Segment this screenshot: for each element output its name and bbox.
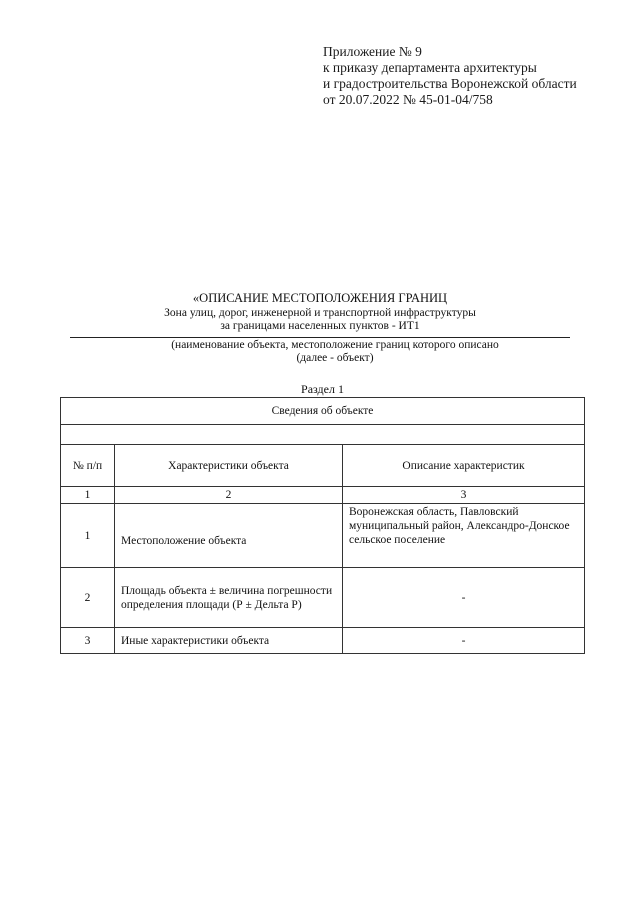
table-row [61, 504, 585, 568]
row-name: Местоположение объекта [115, 504, 343, 568]
document-title [70, 292, 570, 333]
table-empty-row [61, 425, 585, 445]
title-underline [70, 337, 570, 338]
row-num: 2 [61, 568, 115, 628]
table-index-row [61, 487, 585, 504]
table-header-row [61, 445, 585, 487]
index-cell: 3 [343, 487, 585, 504]
title-note-line: (наименование объекта, местоположение границ которого описано [171, 339, 499, 351]
header-characteristics: Характеристики объекта [115, 445, 343, 487]
index-cell: 2 [115, 487, 343, 504]
appendix-line: и градостроительства Воронежской области [323, 76, 577, 91]
appendix-line: к приказу департамента архитектуры [323, 60, 537, 75]
title-note-line: (далее - объект) [296, 352, 374, 364]
table-row [61, 568, 585, 628]
appendix-line: Приложение № 9 [323, 44, 422, 59]
empty-cell [61, 425, 585, 445]
table-title-row [61, 398, 585, 425]
title-note [70, 339, 600, 365]
header-num: № п/п [61, 445, 115, 487]
row-num: 3 [61, 628, 115, 654]
index-cell: 1 [61, 487, 115, 504]
title-main: «ОПИСАНИЕ МЕСТОПОЛОЖЕНИЯ ГРАНИЦ [192, 291, 448, 305]
row-value: - [343, 568, 585, 628]
appendix-line: от 20.07.2022 № 45-01-04/758 [323, 92, 493, 107]
row-name: Площадь объекта ± величина погрешности определения площади (Р ± Дельта Р) [115, 568, 343, 628]
appendix-header [323, 44, 577, 108]
section-label: Раздел 1 [301, 382, 344, 396]
title-object-name-cont: за границами населенных пунктов - ИТ1 [220, 320, 420, 332]
object-info-table [60, 397, 585, 654]
title-object-name: Зона улиц, дорог, инженерной и транспортной инфраструктуры [164, 307, 476, 319]
table-row [61, 628, 585, 654]
row-num: 1 [61, 504, 115, 568]
table-title: Сведения об объекте [61, 398, 585, 425]
row-value: Воронежская область, Павловский муниципальный район, Александро-Донское сельское поселение [343, 504, 585, 568]
header-description: Описание характеристик [343, 445, 585, 487]
row-value: - [343, 628, 585, 654]
row-name: Иные характеристики объекта [115, 628, 343, 654]
